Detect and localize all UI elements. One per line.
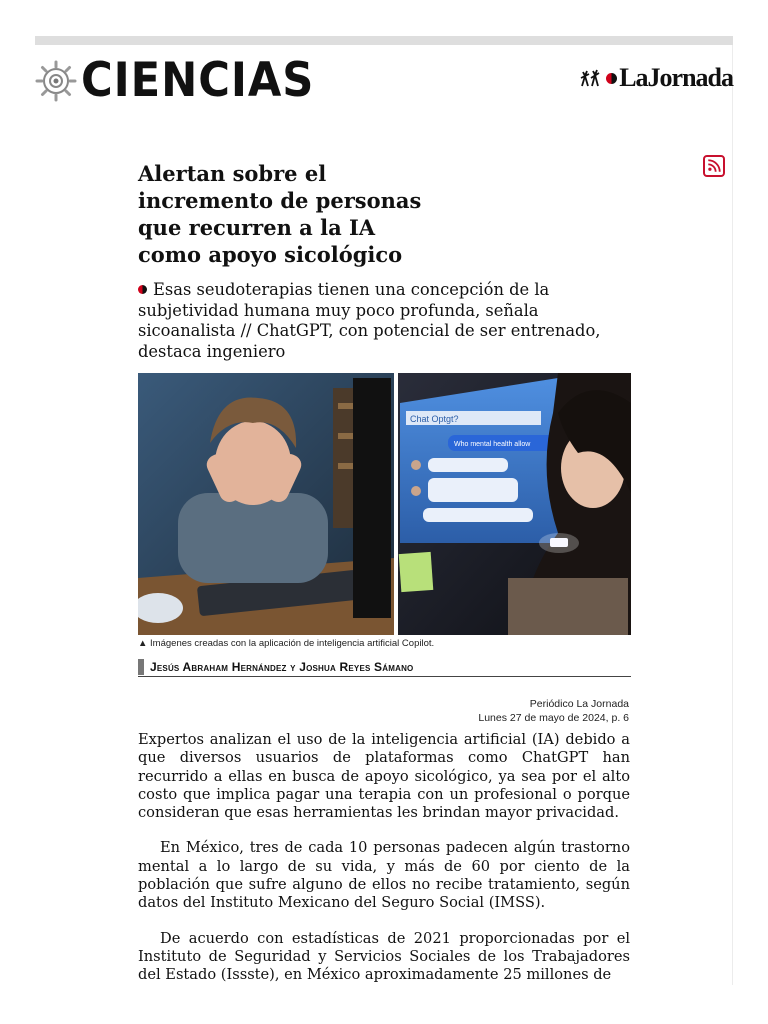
article-paragraph: Expertos analizan el uso de la inteligencia artificial (IA) debido a que diversos usuarios de plataformas como ChatGPT han recurrido a ellas en busca de apoyo sicológico, ya sea por el alto costo que implica pagar una terapia con un profesional o porque consideran que esas herramientas les brindan mayor privacidad. xyxy=(138,731,630,822)
byline-rule xyxy=(138,676,631,677)
section-title: CIENCIAS xyxy=(81,53,315,108)
brand-logo[interactable] xyxy=(579,62,733,94)
dateline-date: Lunes 27 de mayo de 2024, p. 6 xyxy=(478,712,629,724)
half-circle-bullet-icon xyxy=(138,285,147,294)
photo-caption: ▲ Imágenes creadas con la aplicación de inteligencia artificial Copilot. xyxy=(138,638,435,649)
dateline-publication: Periódico La Jornada xyxy=(529,698,629,710)
section-header xyxy=(35,53,733,108)
article-deck xyxy=(138,280,608,362)
article-dateline xyxy=(478,697,629,725)
page-edge xyxy=(732,45,733,985)
tree-emblem-icon xyxy=(579,68,601,88)
brand-name: LaJornada xyxy=(619,63,733,92)
article-paragraph: En México, tres de cada 10 personas padecen algún trastorno mental a lo largo de su vida, y más de 60 por ciento de la población que sufre alguno de ellos no recibe tratamiento, según datos del Instituto Mexicano del Seguro Social (IMSS). xyxy=(138,839,630,912)
rss-icon[interactable] xyxy=(703,155,725,177)
byline-marker xyxy=(138,659,144,675)
article-paragraph: De acuerdo con estadísticas de 2021 proporcionadas por el Instituto de Seguridad y Servicios Sociales de los Trabajadores del Estado (Issste), en México aproximadamente 25 millones de xyxy=(138,929,630,984)
deck-text: Esas seudoterapias tienen una concepción de la subjetividad humana muy poco profunda, señala sicoanalista // ChatGPT, con potencial de ser entrenado, destaca ingeniero xyxy=(138,280,601,361)
photo-screen-title: Chat Optgt? xyxy=(410,414,459,424)
top-bar xyxy=(35,36,733,45)
article-headline: Alertan sobre el incremento de personas que recurren a la IA como apoyo sicológico xyxy=(138,161,422,267)
brand-dot-icon xyxy=(606,73,617,84)
article-byline: Jesús Abraham Hernández y Joshua Reyes Sámano xyxy=(150,660,414,674)
article-body xyxy=(138,731,630,1002)
photo-screen-bubble: Who mental health allow xyxy=(454,441,531,448)
sun-gear-logo-icon xyxy=(35,60,77,102)
article-photo xyxy=(138,373,631,635)
